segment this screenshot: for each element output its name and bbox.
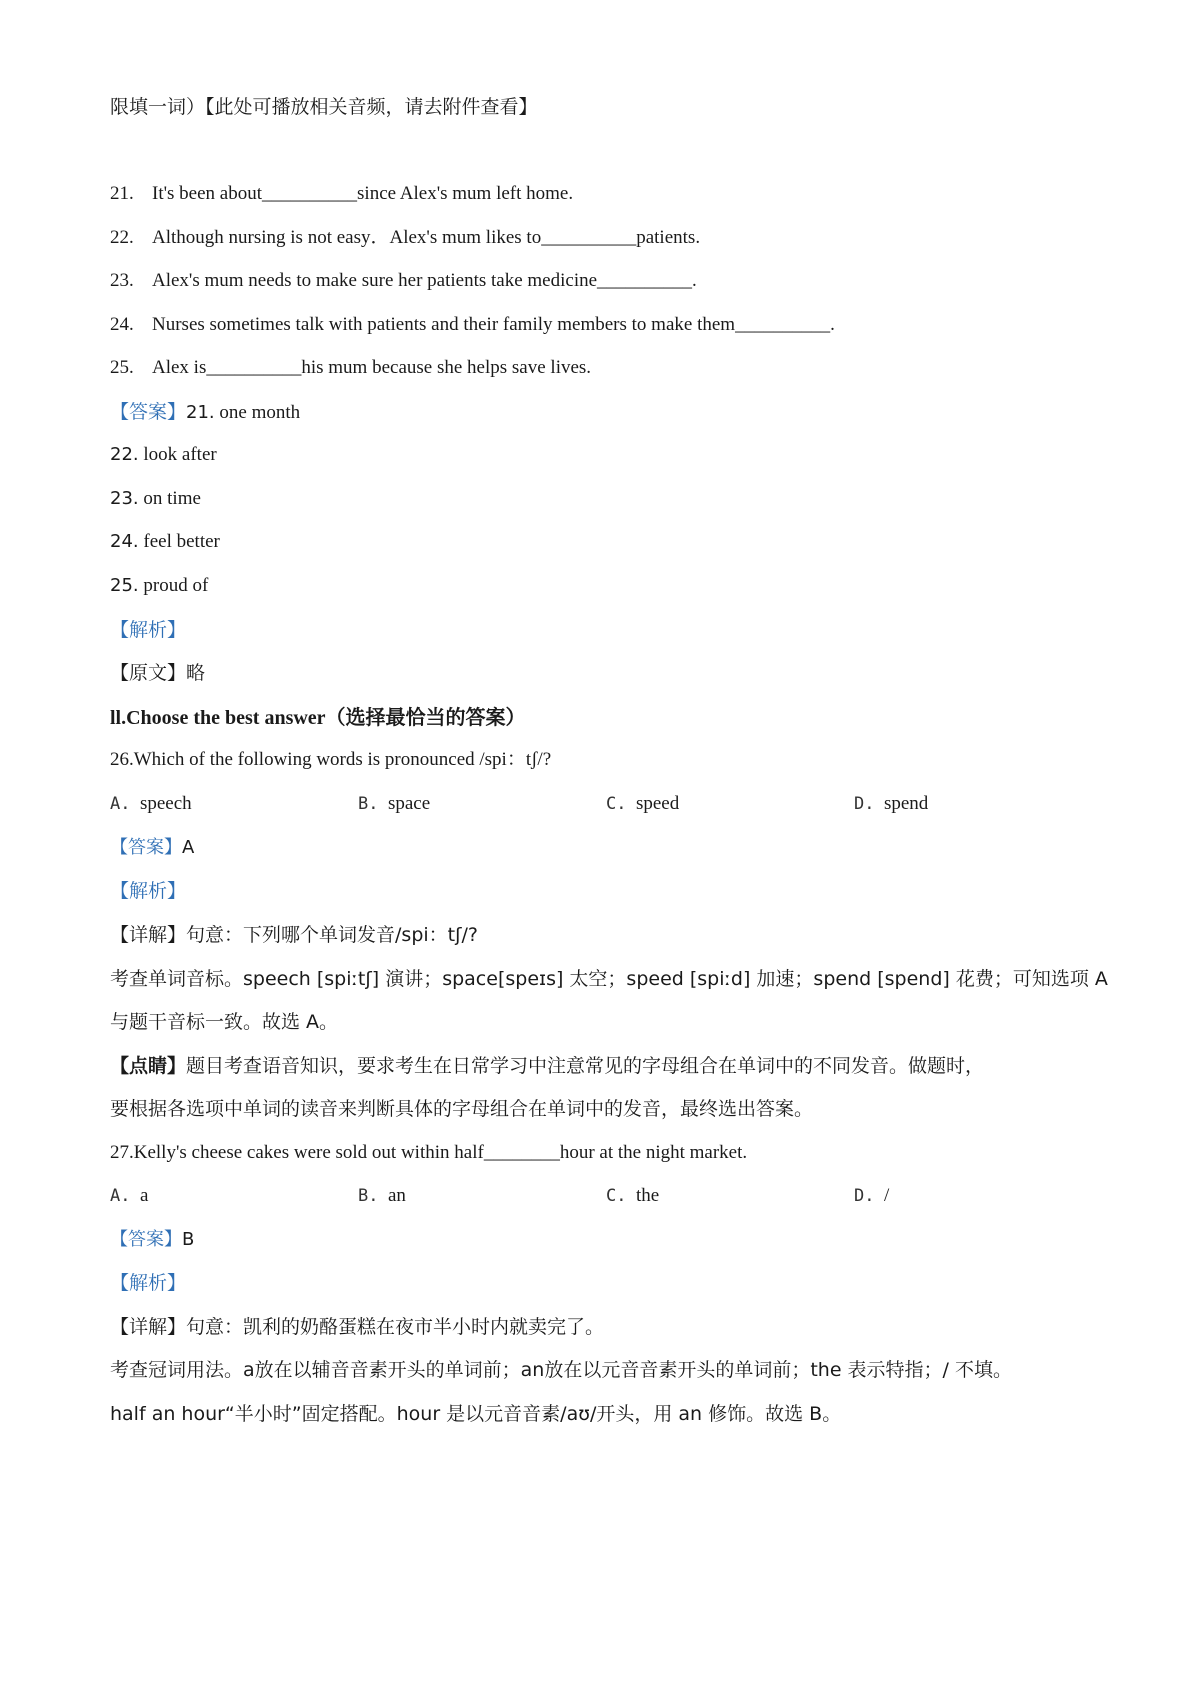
point-tag: 【点睛】 <box>110 1055 187 1077</box>
option-letter: A. <box>110 1186 131 1206</box>
option-d[interactable] <box>854 1183 889 1209</box>
answer-25 <box>110 573 208 599</box>
option-letter: B. <box>358 1186 379 1206</box>
question-text-after: . <box>692 270 697 291</box>
analysis-tag: 【解析】 <box>110 880 187 902</box>
option-letter: C. <box>606 1186 627 1206</box>
answer-27 <box>110 1227 194 1253</box>
detail-line <box>110 922 478 948</box>
original-text-line <box>110 660 205 686</box>
option-text: space <box>387 793 431 814</box>
answer-blank: __________ <box>735 314 831 335</box>
option-text: the <box>635 1185 660 1206</box>
option-text: / <box>883 1185 890 1206</box>
point-text: 题目考查语音知识，要求考生在日常学习中注意常见的字母组合在单词中的不同发音。做题时， <box>186 1055 985 1077</box>
question-text-before: It's been about <box>152 183 263 204</box>
question-number: 24. <box>110 314 134 335</box>
answer-22 <box>110 442 217 468</box>
answer-blank: __________ <box>541 227 637 248</box>
answer-number: 25. <box>110 575 139 596</box>
answer-tag: 【答案】 <box>110 1229 182 1250</box>
question-27-stem <box>110 1140 747 1166</box>
question-24 <box>110 312 835 338</box>
question-number: 23. <box>110 270 134 291</box>
question-text-after: hour at the night market. <box>559 1142 748 1163</box>
question-text-before: Nurses sometimes talk with patients and their family members to make them <box>152 314 736 335</box>
answer-blank: __________ <box>262 183 358 204</box>
question-22 <box>110 225 700 251</box>
section-title-en: ll.Choose the best answer <box>110 707 326 729</box>
answer-text: feel better <box>143 531 220 552</box>
answer-blank: __________ <box>597 270 693 291</box>
point-line-2: 要根据各选项中单词的读音来判断具体的字母组合在单词中的发音，最终选出答案。 <box>110 1098 814 1120</box>
question-26-stem: 26.Which of the following words is pronounced /spi：tʃ/? <box>110 749 552 770</box>
option-text: speech <box>139 793 192 814</box>
answer-tag: 【答案】 <box>110 837 182 858</box>
option-a[interactable] <box>110 791 192 817</box>
option-text: a <box>139 1185 149 1206</box>
question-number: 25. <box>110 357 134 378</box>
explanation-line-1: 考查冠词用法。a放在以辅音音素开头的单词前；an放在以元音音素开头的单词前；the 表示特指；/ 不填。 <box>110 1359 1012 1381</box>
option-text: speed <box>635 793 680 814</box>
detail-text: 句意：凯利的奶酪蛋糕在夜市半小时内就卖完了。 <box>186 1316 605 1338</box>
option-c[interactable] <box>606 791 679 817</box>
option-letter: A. <box>110 794 131 814</box>
detail-tag: 【详解】 <box>110 924 187 946</box>
explanation-line-2: 与题干音标一致。故选 A。 <box>110 1011 339 1033</box>
question-text-before: Alex is <box>152 357 207 378</box>
option-letter: D. <box>854 1186 875 1206</box>
answer-number: 23. <box>110 488 139 509</box>
option-b[interactable] <box>358 1183 406 1209</box>
question-25 <box>110 355 591 381</box>
option-text: an <box>387 1185 406 1206</box>
analysis-tag: 【解析】 <box>110 1272 187 1294</box>
answer-text: on time <box>143 488 201 509</box>
option-letter: D. <box>854 794 875 814</box>
explanation-line-1: 考查单词音标。speech [spiːtʃ] 演讲；space[speɪs] 太空；speed [spiːd] 加速；spend [spend] 花费；可知选项 A <box>110 968 1108 990</box>
option-text: spend <box>883 793 929 814</box>
answer-text: one month <box>219 402 301 423</box>
question-text-before: 27.Kelly's cheese cakes were sold out within half <box>110 1142 484 1163</box>
answer-text: proud of <box>143 575 209 596</box>
question-text-after: since Alex's mum left home. <box>357 183 574 204</box>
original-text: 略 <box>186 662 206 684</box>
question-text-after: his mum because she helps save lives. <box>301 357 592 378</box>
option-d[interactable] <box>854 791 928 817</box>
detail-text: 句意：下列哪个单词发音/spi：tʃ/? <box>186 924 478 946</box>
question-23 <box>110 268 697 294</box>
answer-number: 21. <box>186 402 215 423</box>
answer-text: look after <box>143 444 217 465</box>
question-26-options <box>110 791 1110 817</box>
question-number: 21. <box>110 183 134 204</box>
section-title-cn: （选择最恰当的答案） <box>325 705 526 729</box>
answer-26 <box>110 835 194 861</box>
question-number: 22. <box>110 227 134 248</box>
question-text-after: . <box>830 314 835 335</box>
answer-21 <box>110 399 300 426</box>
question-text-before: Although nursing is not easy．Alex's mum likes to <box>152 227 542 248</box>
section-title <box>110 704 526 731</box>
detail-line <box>110 1314 604 1340</box>
point-line-1 <box>110 1053 984 1079</box>
option-letter: C. <box>606 794 627 814</box>
answer-blank: ________ <box>483 1142 560 1163</box>
answer-value: B <box>182 1229 195 1250</box>
answer-23 <box>110 486 201 512</box>
answer-number: 24. <box>110 531 139 552</box>
question-27-options <box>110 1183 1110 1209</box>
question-text-after: patients. <box>636 227 701 248</box>
analysis-tag: 【解析】 <box>110 619 187 641</box>
option-c[interactable] <box>606 1183 659 1209</box>
answer-value: A <box>182 837 195 858</box>
answer-blank: __________ <box>206 357 302 378</box>
question-21 <box>110 181 573 207</box>
answer-tag: 【答案】 <box>110 401 187 423</box>
explanation-line-2: half an hour“半小时”固定搭配。hour 是以元音音素/aʊ/开头，用 an 修饰。故选 B。 <box>110 1403 842 1425</box>
answer-24 <box>110 529 220 555</box>
question-text-before: Alex's mum needs to make sure her patients take medicine <box>152 270 598 291</box>
original-tag: 【原文】 <box>110 662 187 684</box>
option-a[interactable] <box>110 1183 148 1209</box>
option-letter: B. <box>358 794 379 814</box>
answer-number: 22. <box>110 444 139 465</box>
intro-line: 限填一词）【此处可播放相关音频，请去附件查看】 <box>110 96 538 118</box>
detail-tag: 【详解】 <box>110 1316 187 1338</box>
option-b[interactable] <box>358 791 430 817</box>
